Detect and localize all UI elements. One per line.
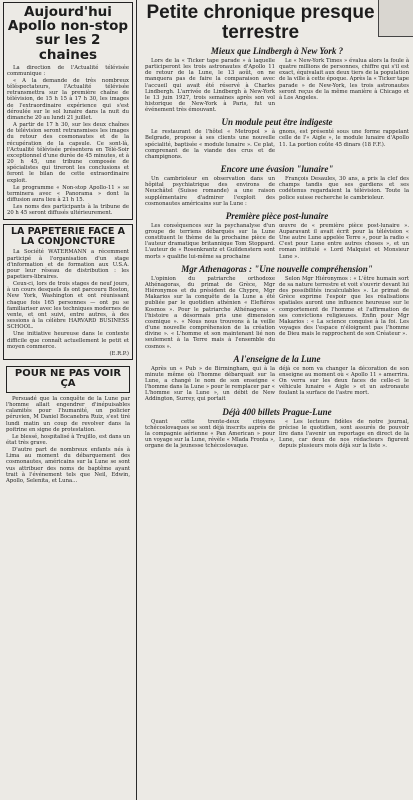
body-paragraph: La direction de l'Actualité télévisée communique :: [7, 64, 129, 77]
article-text: Le « New-York Times » évalua alors la foule à quatre millions de personnes, chiffre qui s'il est exact, équivalait aux deux tiers de la population de la ville à cette époque. Après la « Ticker tape parade » de New-York, les trois astronautes seront reçus de la même manière à Chicago et à Los Angeles.: [279, 57, 409, 101]
apollo-nonstop-box: [3, 2, 133, 220]
article-heading: Mgr Athenagoras : "Une nouvelle compréhension": [181, 263, 373, 274]
body-paragraph: Persuadé que la conquête de la Lune par l'homme allait engendrer d'inépuisables calamités pour l'humanité, un policier péruvien, M Daniel Bocanebra Ruiz, s'est tiré lundi matin un coup de revolver dans la poitrine en signe de protestation.: [6, 395, 130, 433]
article-heading: A l'enseigne de la Lune: [233, 353, 321, 364]
article-text: Quant cette trente-deux citoyens tchécoslovaques se sont déjà inscrits auprès de la compagnie aérienne « Pan American » pour un voyage sur la Lune, révèle « Mlada Fronta », organe de la jeunesse tchécoslovaque.: [145, 418, 275, 450]
papeterie-box: [3, 224, 133, 359]
article-text: Selon Mgr Hiéronymos : « L'être humain sort de sa nature terrestre et voit s'ouvrir devant lui des possibilités incalculables ». Le primat de Grèce exprime l'espoir que les réalisations spatiales auront une influence heureuse sur le comportement de l'homme et l'affirmation de ses convictions religieuses. Enfin pour Mgr Makarios : « La science conquise à la foi. Les voyages des l'espace n'éloignent pas l'homme de Dieu mais le rapprochent de son Créateur ».: [279, 275, 409, 338]
article-text: Un cambrioleur en observation dans un hôpital psychiatrique des environs de Neuchâtel (Suisse romande) a une raison supplémentaire d'admirer l'exploit des cosmonautes américains sur la Lune :: [145, 176, 275, 207]
article-text: Après un « Pub » de Birmingham, qui à la minute même où l'homme débarquait sur la Lune, a changé le nom de son enseigne « l'homme dans la Lune » pour le remplacer par « L'homme sur la Lune », un débit de New Addington, Surrey, qui portait: [145, 365, 275, 403]
signature: (E.R.P.): [109, 350, 129, 357]
article-athenagoras: [145, 264, 409, 351]
left-column: [0, 0, 137, 800]
papeterie-title: LA PAPETERIE FACE A LA CONJONCTURE: [10, 226, 126, 248]
pour-ne-pas-voir-box: [3, 364, 133, 487]
pour-ne-pas-voir-title: POUR NE PAS VOIR ÇA: [6, 366, 130, 393]
body-paragraph: Une initiative heureuse dans le contexte difficile que connaît actuellement le petit et moyen commerce.: [7, 331, 129, 350]
adjacent-clipping-fragment: [378, 0, 413, 37]
body-paragraph: A partir de 17 h 30, sur les deux chaînes de télévision seront retransmises les images du retour des cosmonautes et de la récupération de la capsule. Ce sont-là, l'Actualité télévisée présentera en Télé-Soir exceptionnel d'une durée de 45 minutes, et à 20 h 45, une tribune composée de spécialistes qui tireront les conclusions et feront le bilan de cette extraordinaire exploit.: [7, 122, 129, 184]
article-enseigne: [145, 354, 409, 404]
article-text: Lors de la « Ticker tape parade » à laquelle participeront les trois astronautes d'Apollo 11 de retour de la Lune, le 13 août, on ne manquera pas de faire la comparaison avec l'accueil qui avait été réservé à Charles Lindbergh. L'arrivée de Lindbergh à New-York le 13 juin 1927, trois semaines après son vol historique de New-York à Paris, fut un événement très émouvant.: [145, 57, 275, 114]
article-heading: Déjà 400 billets Prague-Lune: [222, 406, 332, 417]
body-paragraph: Le programme « Non-stop Apollo-11 » se terminera avec « Panorama » dont la diffusion aura lieu à 21 h 15.: [7, 184, 129, 203]
article-text: déjà ce nom va changer la décoration de son enseigne au moment où « Apollo 11 » amerrira. On verra sur les deux faces de celle-ci le véhicule lunaire « Aigle » et un astronaute foulant la surface de l'astre mort.: [279, 365, 409, 397]
article-evasion: [145, 164, 409, 208]
article-heading: Un module peut être indigeste: [221, 117, 333, 128]
article-premiere-piece: [145, 211, 409, 261]
article-billets: [145, 407, 409, 451]
article-text: François Desaules, 30 ans, a pris la clef des champs tandis que ses gardiens et ses codétenus regardaient la télévision. Toute la police suisse recherche le cambrioleur.: [279, 176, 409, 201]
article-heading: Mieux que Lindbergh à New York ?: [210, 45, 344, 56]
apollo-nonstop-title: Aujourd'hui Apollo non-stop sur les 2 chaines: [7, 4, 129, 63]
body-paragraph: La Société WATERMANN a récemment participé à l'organisation d'un stage d'information et de formation aux U.S.A. pour leur réseau de distribution : les papetiers-libraires.: [7, 249, 129, 280]
body-paragraph: Le blessé, hospitalisé à Trujillo, est dans un état très grave.: [6, 433, 130, 446]
main-title: Petite chronique presque terrestre: [146, 2, 375, 43]
article-module: [145, 117, 409, 161]
article-lindbergh: [145, 46, 409, 114]
main-column: [140, 0, 413, 800]
article-text: Les conséquences sur la psychanalyse d'un groupe de terriens débarqués sur la Lune constituent le thème de la prochaine pièce de l'auteur dramatique britannique Tom Stoppard. L'auteur de « Rosenkrantz et Guildenstern sont morts » qualifie lui-même sa prochaine: [145, 222, 275, 260]
article-text: Le restaurant de l'hôtel « Metropol » à Belgrade, propose à ses clients une nouvelle spécialité, baptisée « module lunaire ». Ce plat, comprenant de la viande des crus et de champignons.: [145, 129, 275, 160]
body-paragraph: D'autre part de nombreux enfants nés à Lima au moment du débarquement des cosmonautes, américains sur la Lune se sont vus attribuer des noms de baptême ayant trait à l'événement tels que Neil, Edwin, Apollo, Selenita, et Luna...: [6, 447, 130, 484]
body-paragraph: Ceux-ci, lors de trois stages de neuf jours, à un cours desquels ils ont parcouru Boston, New York, Washington et ont réunissant chaque fois 165 personnes — ont pu se familiariser avec les techniques modernes de vente, et ont suivi, entre autres, à des sessions à la célèbre HARVARD BUSINESS SCHOOL.: [7, 281, 129, 331]
article-text: L'opinion du patriarche orthodoxe Athénagoras, du primat de Grèce, Mgr Hiéronymos et du président de Chypre, Mgr Makarios sur la conquête de la Lune a été publiée par le quotidien athénien « Eleftéros Kosmos ». Pour le patriarche Athénagoras « l'histoire a désormais pris une dimension cosmique ». « Nous nous trouvons à la veille d'une nouvelle compréhension de la création divine ». « L'homme et son maintenant lié non seulement à la Terre mais à l'ensemble du cosmos ».: [145, 275, 275, 350]
article-text: « Les lecteurs fidèles de notre journal, précise le quotidien, sont assurés de pouvoir lire dans l'avenir un reportage en direct de la Lune, car deux de nos rédacteurs figurent depuis plusieurs mois déjà sur la liste ».: [279, 418, 409, 450]
article-text: gnons, est présenté sous une forme rappelant celle de l'« Aigle », le module lunaire d'Apollo 11. La portion coûte 45 dinars (18 F.F.).: [279, 129, 409, 148]
article-heading: Encore une évasion "lunaire": [220, 164, 334, 175]
body-paragraph: « A la demande de très nombreux téléspectateurs, l'Actualité télévisée retransmettra sur la première chaîne de télévision, de 15 h 15 à 17 h 30, les images de l'extraordinaire expérience qui s'est déroulée sur le sol lunaire dans la nuit du dimanche 20 au lundi 21 juillet.: [7, 78, 129, 121]
article-text: œuvre de « première pièce post-lunaire ». Auparavant il avait écrit pour la télévision « Une autre Lune appelée Terre », pour la radio « C'est pour Lune entre autres choses », et un roman intitulé « Lord Malquist et Monsieur Lune ».: [279, 222, 409, 260]
article-heading: Première pièce post-lunaire: [225, 210, 329, 221]
body-paragraph: Les noms des participants à la tribune de 20 h 45 seront diffusés ultérieurement.: [7, 204, 129, 217]
